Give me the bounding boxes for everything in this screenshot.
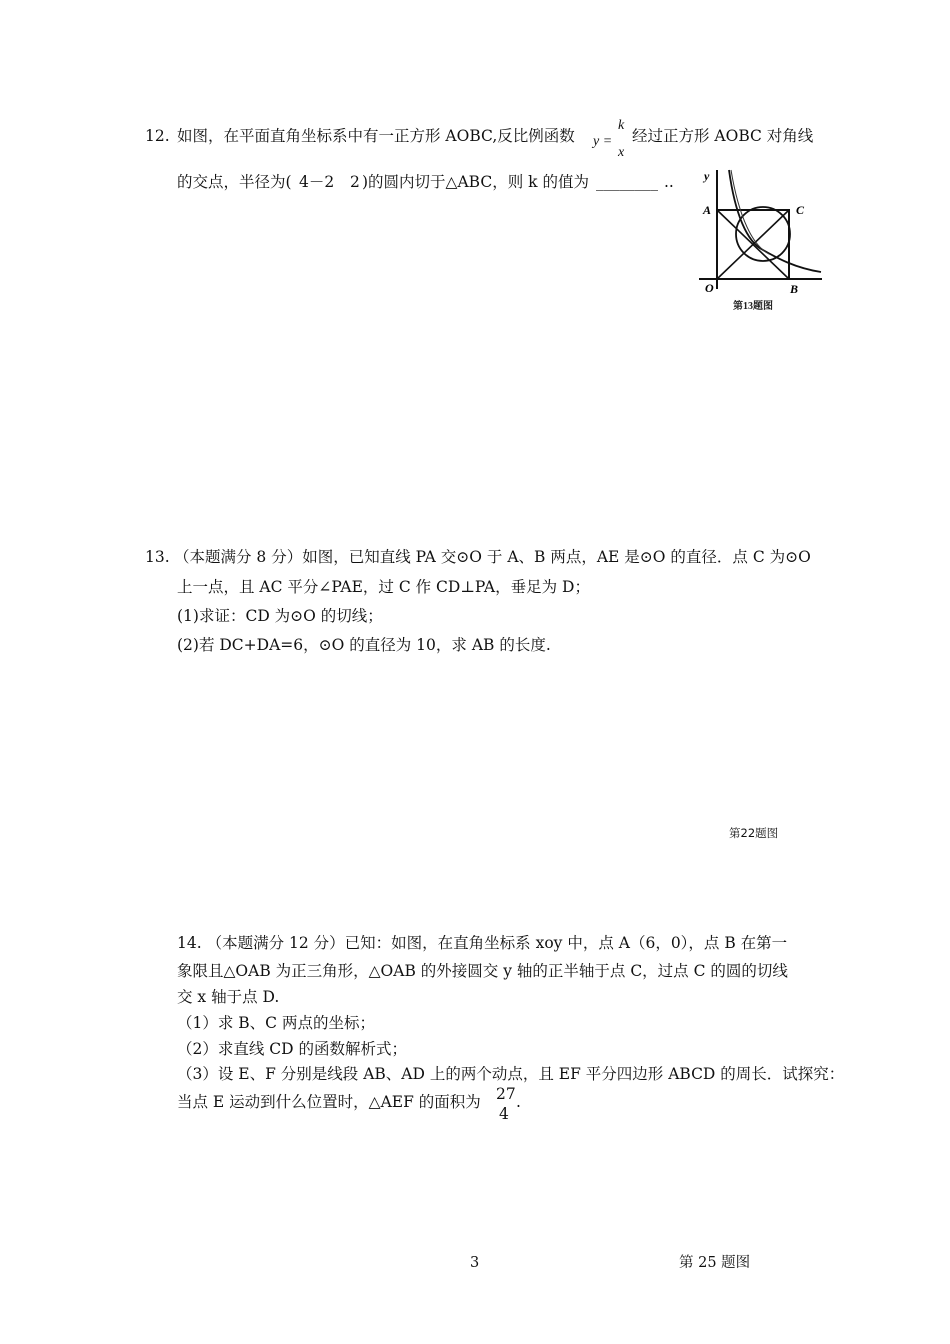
q12-answer-blank: ________ <box>596 173 658 191</box>
q12-radius-a: 4－2 <box>299 173 335 191</box>
q14-part1: （1）求 B、C 两点的坐标； <box>177 1014 375 1032</box>
q12-figure <box>695 164 825 344</box>
q12-fig-label-y: y <box>704 169 710 183</box>
q14-part2: （2）求直线 CD 的函数解析式； <box>177 1040 408 1058</box>
q14-part3: （3）设 E、F 分别是线段 AB、AD 上的两个动点，且 EF 平分四边形 ABCD 的周长．试探究： <box>177 1065 845 1083</box>
q13-part1: (1)求证：CD 为⊙O 的切线； <box>177 607 383 625</box>
q14-caption: 第 25 题图 <box>679 1255 751 1271</box>
q12-line2-end: .. <box>664 173 674 191</box>
q14-line2: 象限且△OAB 为正三角形，△OAB 的外接圆交 y 轴的正半轴于点 C，过点 C 的圆的切线 <box>177 962 788 980</box>
q12-radius-b: 2 <box>350 173 360 191</box>
q14-fraction-denominator: 4 <box>499 1105 509 1123</box>
q13-caption: 第22题图 <box>729 826 779 840</box>
q12-fig-label-a: A <box>703 203 712 217</box>
q13-line1: （本题满分 8 分）如图，已知直线 PA 交⊙O 于 A、B 两点，AE 是⊙O 的直径．点 C 为⊙O <box>174 548 811 566</box>
q14-last-line: 当点 E 运动到什么位置时，△AEF 的面积为 <box>177 1093 481 1111</box>
q12-fig-label-b: B <box>790 282 799 296</box>
page-number: 3 <box>470 1255 480 1271</box>
q13-number: 13. <box>145 548 170 566</box>
q12-fig-label-o: O <box>705 281 714 295</box>
q12-fn-y: y = <box>593 134 613 149</box>
q14-line3: 交 x 轴于点 D. <box>177 988 280 1006</box>
q14-line1: 14. （本题满分 12 分）已知：如图，在直角坐标系 xoy 中，点 A（6，0），点 B 在第一 <box>177 934 788 952</box>
q13-part2: (2)若 DC+DA=6，⊙O 的直径为 10，求 AB 的长度. <box>177 636 551 654</box>
q13-line2: 上一点，且 AC 平分∠PAE，过 C 作 CD⊥PA，垂足为 D； <box>177 578 590 596</box>
q12-line2-b: )的圆内切于△ABC，则 k 的值为 <box>362 173 589 191</box>
q12-fn-denominator: x <box>618 145 625 160</box>
q12-line1-a: 如图，在平面直角坐标系中有一正方形 AOBC,反比例函数 <box>177 127 575 145</box>
q12-fig-caption: 第13题图 <box>733 301 773 312</box>
q12-line1-b: 经过正方形 AOBC 对角线 <box>632 127 814 145</box>
q12-fig-label-c: C <box>796 203 805 217</box>
q12-number: 12. <box>145 127 170 145</box>
q14-last-line-end: . <box>516 1093 521 1111</box>
q14-fraction-numerator: 27 <box>496 1085 516 1103</box>
q12-fn-numerator: k <box>618 118 625 133</box>
q12-line2-a: 的交点，半径为( <box>177 173 292 191</box>
